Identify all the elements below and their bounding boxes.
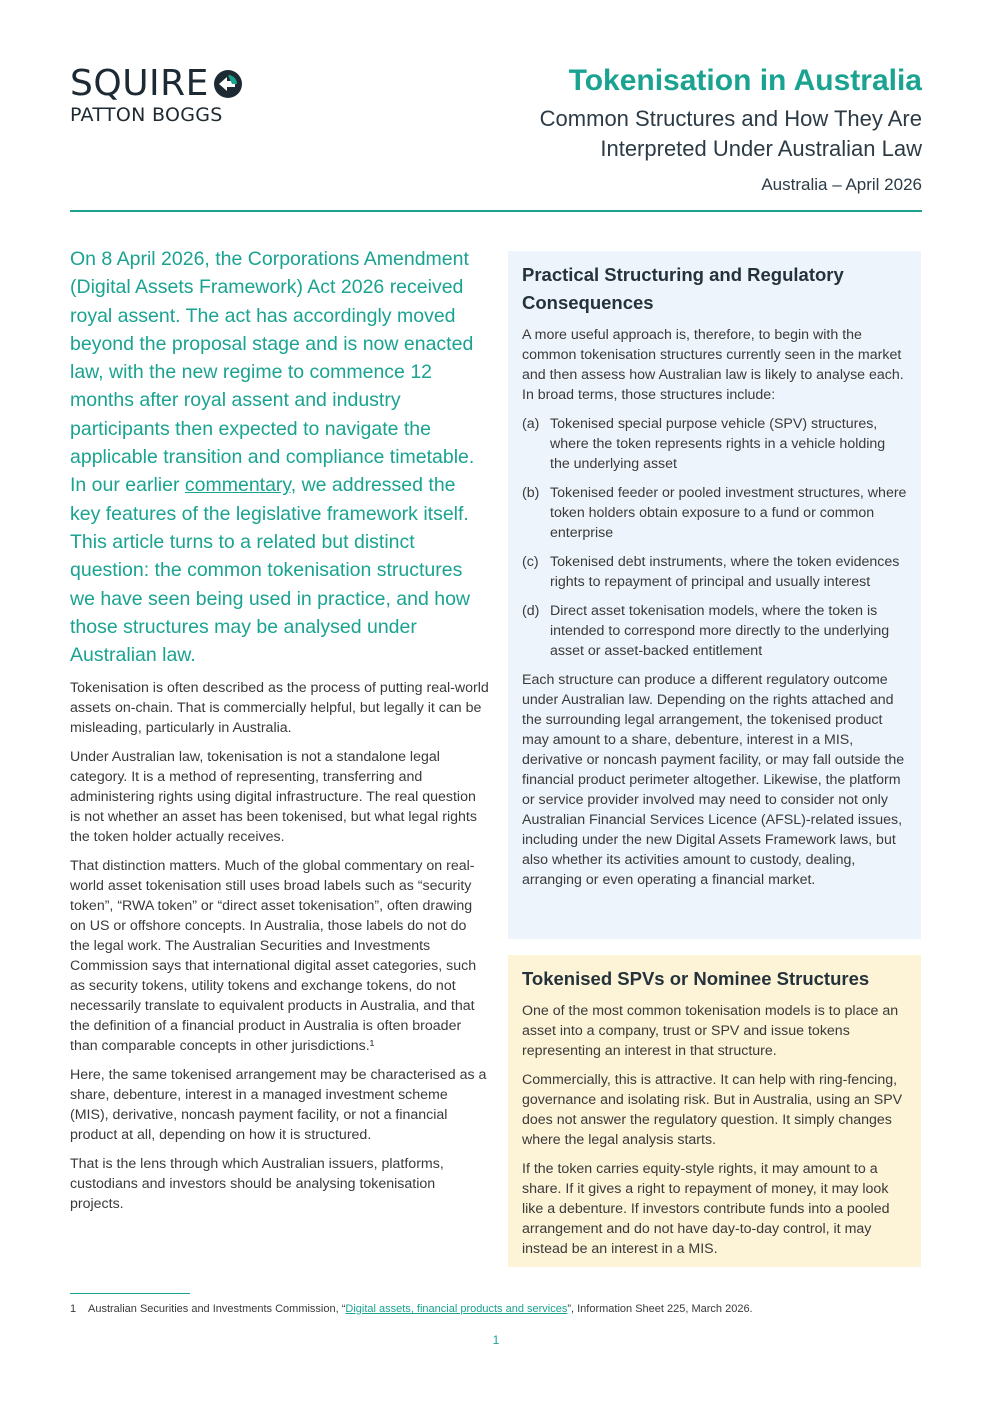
list-item <box>522 414 907 474</box>
box-heading: Tokenised SPVs or Nominee Structures <box>522 968 870 989</box>
lead-text-1: On 8 April 2026, the Corporations Amendment (Digital Assets Framework) Act 2026 received royal assent. The act has accordingly moved beyond the proposal stage and is now enacted law, with the new regime to commence 12 months after royal assent and industry participants then expected to navigate the applicable transition and compliance timetable. In our earlier <box>70 248 475 497</box>
page-subtitle: Common Structures and How They Are Interpreted Under Australian Law <box>539 106 922 161</box>
footnote-text-2: ”, Information Sheet 225, March 2026. <box>567 1303 753 1315</box>
publication-date: Australia – April 2026 <box>761 175 922 194</box>
list-item-text: Tokenised special purpose vehicle (SPV) structures, where the token represents rights in a vehicle holding the underlying asset <box>550 416 886 472</box>
box-paragraph: Commercially, this is attractive. It can help with ring-fencing, governance and isolating risk. But in Australia, using an SPV does not answer the regulatory question. It simply changes where the legal analysis starts. <box>522 1072 903 1148</box>
box-paragraph: One of the most common tokenisation models is to place an asset into a company, trust or SPV and issue tokens representing an interest in that structure. <box>522 1003 899 1059</box>
list-item <box>522 483 907 543</box>
list-marker: (b) <box>522 485 540 501</box>
body-paragraph: Tokenisation is often described as the process of putting real-world assets on-chain. That is commercially helpful, but legally it can be misleading, particularly in Australia. <box>70 680 489 736</box>
body-paragraph: That is the lens through which Australian issuers, platforms, custodians and investors should be analysing tokenisation projects. <box>70 1156 444 1212</box>
footnote-divider <box>70 1293 190 1294</box>
list-item-text: Direct asset tokenisation models, where the token is intended to correspond more directly to the underlying asset or asset-backed entitlement <box>550 603 890 659</box>
box-paragraph: If the token carries equity-style rights, it may amount to a share. If it gives a right to repayment of money, it may look like a debenture. If investors contribute funds into a pooled arrangement and do not have day-to-day control, it may instead be an interest in a MIS. <box>522 1161 890 1257</box>
box-paragraph: Each structure can produce a different regulatory outcome under Australian law. Depending on the rights attached and the surrounding legal arrangement, the tokenised product may amount to a share, debenture, interest in a MIS, derivative or noncash payment facility, or may fall outside the financial product perimeter altogether. Likewise, the platform or service provider involved may need to consider not only Australian Financial Services Licence (AFSL)-related issues, including under the new Digital Assets Framework laws, but also whether its activities amount to custody, dealing, arranging or even operating a financial market. <box>522 672 905 888</box>
asic-link[interactable]: Digital assets, financial products and services <box>345 1303 568 1315</box>
body-text <box>70 678 490 1223</box>
list-item-text: Tokenised debt instruments, where the token evidences rights to repayment of principal and usually interest <box>550 554 900 590</box>
header-divider <box>70 210 922 212</box>
box-paragraph: A more useful approach is, therefore, to begin with the common tokenisation structures currently seen in the market and then assess how Australian law is likely to analyse each. In broad terms, those structures include: <box>522 327 904 403</box>
company-logo <box>70 63 243 126</box>
page-title: Tokenisation in Australia <box>568 64 922 97</box>
box-heading: Practical Structuring and Regulatory Consequences <box>522 264 844 313</box>
lead-text-2: , we addressed the key features of the legislative framework itself. This article turns to a related but distinct question: the common tokenisation structures we have seen being used in practice, and how those structures may be analysed under Australian law. <box>70 474 471 667</box>
footnote <box>70 1301 930 1317</box>
logo-mark-icon <box>213 69 243 99</box>
list-marker: (d) <box>522 603 540 619</box>
footnote-text-1: Australian Securities and Investments Commission, “ <box>88 1303 346 1315</box>
spv-sidebar-box <box>508 955 921 1267</box>
structuring-sidebar-box <box>508 251 921 939</box>
commentary-link[interactable]: commentary <box>184 474 291 497</box>
body-paragraph: Under Australian law, tokenisation is not a standalone legal category. It is a method of representing, transferring and administering rights using digital infrastructure. The real question is not whether an asset has been tokenised, but what legal rights the token holder actually receives. <box>70 749 477 845</box>
structures-list <box>522 414 907 661</box>
page-number: 1 <box>492 1333 500 1347</box>
body-paragraph: That distinction matters. Much of the global commentary on real-world asset tokenisation still uses broad labels such as “security token”, “RWA token” or “direct asset tokenisation”, often drawing on US or offshore concepts. In Australia, those labels do not do the legal work. The Australian Securities and Investments Commission says that international digital asset categories, such as security tokens, utility tokens and exchange tokens, do not necessarily translate to equivalent products in Australia, and that the definition of a financial product in Australia is often broader than comparable concepts in other jurisdictions.¹ <box>70 858 477 1054</box>
list-item <box>522 552 907 592</box>
logo-line2: PATTON BOGGS <box>70 104 223 126</box>
logo-line1: SQUIRE <box>70 63 209 104</box>
list-marker: (c) <box>522 554 539 570</box>
footnote-number: 1 <box>70 1303 77 1315</box>
lead-paragraph <box>70 245 490 669</box>
list-item <box>522 601 907 661</box>
list-item-text: Tokenised feeder or pooled investment structures, where token holders obtain exposure to a fund or common enterprise <box>550 485 907 541</box>
body-paragraph: Here, the same tokenised arrangement may be characterised as a share, debenture, interest in a managed investment scheme (MIS), derivative, noncash payment facility, or not a financial product at all, depending on how it is structured. <box>70 1067 487 1143</box>
list-marker: (a) <box>522 416 540 432</box>
